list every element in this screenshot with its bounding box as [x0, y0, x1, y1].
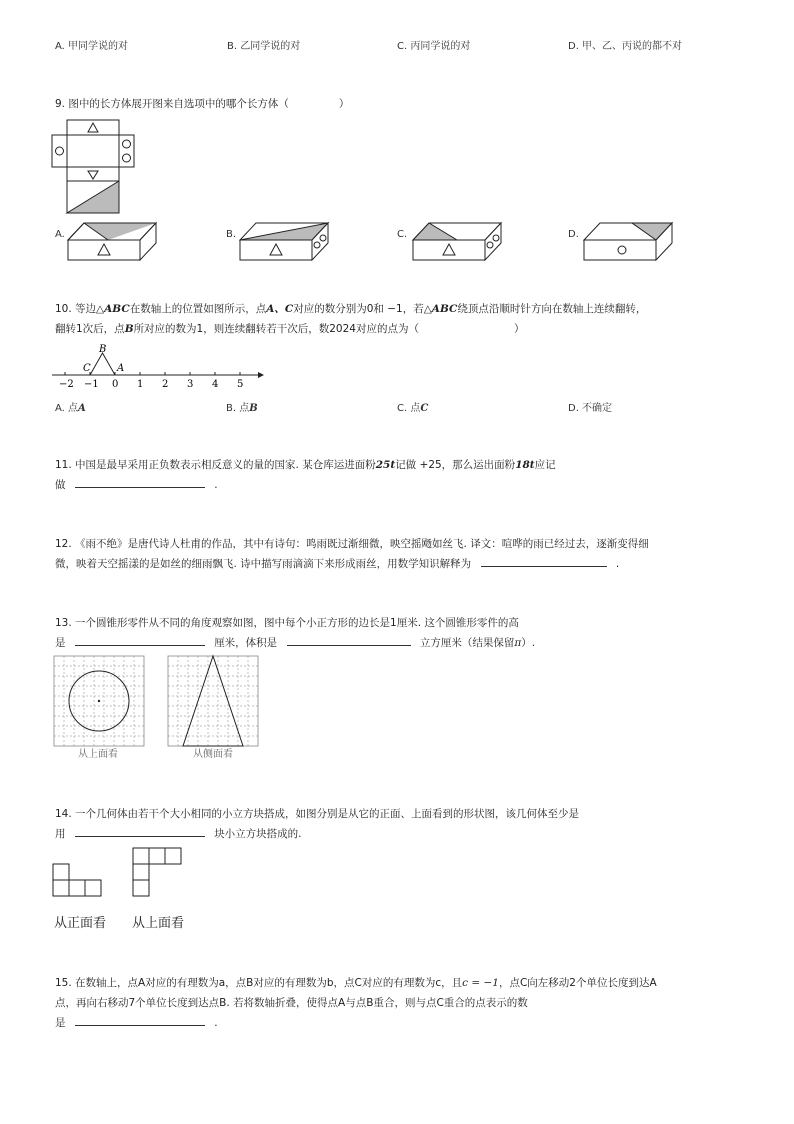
- q10-option-d: D. 不确定: [568, 403, 613, 414]
- q13-volume-blank[interactable]: [287, 635, 411, 646]
- q14-caption-front: 从正面看: [54, 916, 107, 931]
- q15-answer-blank[interactable]: [75, 1015, 205, 1026]
- tick--2: −2: [59, 379, 74, 390]
- q11-text-1: 11. 中国是最早采用正负数表示相反意义的量的国家. 某仓库运进面粉: [55, 459, 376, 471]
- q13-pi: π: [514, 637, 522, 649]
- q13-top-view-grid: [54, 656, 144, 746]
- q14-top-view: [133, 848, 183, 898]
- q15-math-c: c = −1: [462, 977, 499, 989]
- q13-text-4: ）.: [521, 637, 536, 649]
- q10-math-abc2: ABC: [431, 303, 458, 315]
- q11-line2: [55, 477, 218, 492]
- q11-math-18t: 18t: [515, 459, 535, 471]
- q9-label-d: D.: [568, 229, 579, 240]
- q10-line1: [55, 302, 646, 316]
- q9-box-b: [240, 220, 335, 262]
- q9-net-figure: [52, 120, 142, 215]
- q14-line1: 14. 一个几何体由若干个大小相同的小立方块搭成，如图分别是从它的正面、上面看到的形状图，该几何体至少是: [55, 808, 580, 820]
- q10-math-abc: ABC: [104, 303, 130, 315]
- q12-text: 微，映着天空摇漾的是如丝的细雨飘飞. 诗中描写雨滴滴下来形成雨丝，用数学知识解释为: [55, 558, 472, 570]
- q14-caption-top: 从上面看: [132, 916, 185, 931]
- q9-stem-text: 9. 图中的长方体展开图来自选项中的哪个长方体（: [55, 98, 289, 110]
- q11-line1: [55, 458, 556, 472]
- q10-text-2: 在数轴上的位置如图所示，点: [129, 303, 267, 315]
- q8-option-d: D. 甲、乙、丙说的都不对: [568, 41, 683, 52]
- q10-math-b: B: [124, 323, 134, 335]
- q10-text-3: 对应的数分别为0和 −1，若△: [293, 303, 432, 315]
- q14-front-view: [53, 864, 103, 898]
- q15-text-3: 是: [55, 1017, 66, 1029]
- q10-option-c-text: C. 点: [397, 403, 421, 414]
- q14-line2: [55, 826, 302, 841]
- q8-option-a: A. 甲同学说的对: [55, 41, 129, 52]
- tick-5: 5: [237, 379, 244, 390]
- q12-answer-blank[interactable]: [481, 556, 607, 567]
- tick-2: 2: [162, 379, 169, 390]
- q11-text-3: 应记: [534, 459, 556, 471]
- q11-text-4: 做: [55, 479, 66, 491]
- tick--1: −1: [84, 379, 99, 390]
- q9-box-c: [413, 220, 508, 262]
- q9-label-c: C.: [397, 229, 408, 240]
- q15-line3: [55, 1015, 218, 1030]
- q10-option-c: [397, 402, 428, 416]
- q10-number-line: [50, 340, 270, 388]
- q12-dot: .: [615, 558, 620, 570]
- tick-4: 4: [212, 379, 219, 390]
- q14-text-1: 用: [55, 828, 66, 840]
- q13-height-blank[interactable]: [75, 635, 205, 646]
- q10-option-b-text: B. 点: [226, 403, 250, 414]
- tick-1: 1: [137, 379, 144, 390]
- q8-option-c: C. 丙同学说的对: [397, 41, 471, 52]
- q10-text-4: 绕顶点沿顺时针方向在数轴上连续翻转，: [457, 303, 647, 315]
- q11-text-2: 记做 +25，那么运出面粉: [395, 459, 516, 471]
- q15-line2: 点，再向右移动7个单位长度到达点B. 若将数轴折叠，使得点A与点B重合，则与点C重合的点表示的数: [55, 997, 528, 1009]
- q10-option-a-point: A: [78, 403, 86, 414]
- q13-line2: [55, 635, 535, 650]
- q9-label-b: B.: [226, 229, 237, 240]
- q15-text-1: 15. 在数轴上，点A对应的有理数为a，点B对应的有理数为b，点C对应的有理数为c，且: [55, 977, 463, 989]
- q11-answer-blank[interactable]: [75, 477, 205, 488]
- q11-dot: .: [214, 479, 218, 491]
- q15-line1: [55, 976, 657, 990]
- q13-text-3: 立方厘米（结果保留: [419, 637, 515, 649]
- q13-side-view-grid: [168, 656, 258, 746]
- q10-option-b: [226, 402, 258, 416]
- q10-option-a: [55, 402, 86, 416]
- q11-math-25t: 25t: [375, 459, 396, 471]
- q13-caption-side: 从侧面看: [193, 749, 233, 760]
- q10-text-1: 10. 等边△: [55, 303, 105, 315]
- tri-label-b: B: [99, 344, 107, 355]
- q13-line1: 13. 一个圆锥形零件从不同的角度观察如图，图中每个小正方形的边长是1厘米. 这个圆锥形零件的高: [55, 617, 519, 629]
- tick-3: 3: [187, 379, 194, 390]
- q10-line2: [55, 322, 524, 336]
- q10-math-ac: A、C: [266, 303, 294, 315]
- q13-caption-top: 从上面看: [78, 749, 118, 760]
- tri-label-a: A: [117, 363, 125, 374]
- q14-text-2: 块小立方块搭成的.: [214, 828, 302, 840]
- tick-0: 0: [112, 379, 119, 390]
- q9-box-d: [584, 220, 679, 262]
- q9-box-a: [68, 220, 160, 262]
- q8-option-b: B. 乙同学说的对: [227, 41, 301, 52]
- q10-text-6: 所对应的数为1，则连续翻转若干次后，数2024对应的点为（: [133, 323, 419, 335]
- q12-line2: [55, 556, 619, 571]
- q10-option-b-point: B: [249, 403, 258, 414]
- q10-close: ）: [513, 323, 525, 335]
- q10-text-5: 翻转1次后，点: [55, 323, 125, 335]
- q10-option-a-text: A. 点: [55, 403, 79, 414]
- q15-text-2: ，点C向左移动2个单位长度到达A: [498, 977, 657, 989]
- q15-dot: .: [214, 1017, 218, 1029]
- q9-stem-close: ）: [338, 98, 350, 110]
- q13-text-2: 厘米，体积是: [214, 637, 278, 649]
- tri-label-c: C: [83, 363, 91, 374]
- q10-option-c-point: C: [420, 403, 429, 414]
- q9-stem: [55, 97, 349, 111]
- q14-answer-blank[interactable]: [75, 826, 205, 837]
- q9-label-a: A.: [55, 229, 65, 240]
- q12-line1: 12. 《雨不绝》是唐代诗人杜甫的作品，其中有诗句：鸣雨既过渐细微，映空摇飏如丝飞. 译文：喧哗的雨已经过去，逐渐变得细: [55, 538, 649, 550]
- q13-text-1: 是: [55, 637, 66, 649]
